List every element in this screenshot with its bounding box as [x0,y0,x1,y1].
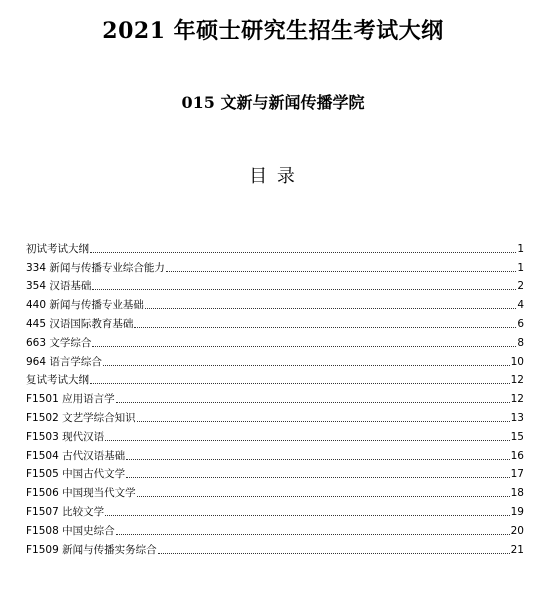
toc-entry[interactable] [26,519,524,538]
toc-dot-leader [126,477,510,478]
toc-entry[interactable] [26,275,524,294]
toc-entry-page: 18 [510,487,524,500]
toc-entry-label: F1505 中国古代文学 [26,468,126,481]
toc-entry-label: F1501 应用语言学 [26,393,115,406]
toc-entry-page: 12 [510,374,524,387]
toc-entry[interactable] [26,350,524,369]
toc-entry-label: F1508 中国史综合 [26,524,115,537]
toc-dot-leader [105,515,510,516]
toc-entry-page: 21 [510,543,524,556]
toc-entry[interactable] [26,538,524,557]
toc-entry-page: 10 [510,355,524,368]
toc-entry-page: 16 [510,449,524,462]
toc-entry[interactable] [26,312,524,331]
toc-entry-label: 初试考试大纲 [26,242,89,255]
toc-entry-page: 2 [517,280,524,293]
toc-entry-label: 445 汉语国际教育基础 [26,317,134,330]
toc-dot-leader [90,383,510,384]
toc-entry-label: 334 新闻与传播专业综合能力 [26,261,165,274]
toc-entry-label: F1507 比较文学 [26,505,105,518]
toc-entry[interactable] [26,444,524,463]
toc-entry-page: 17 [510,468,524,481]
toc-entry-page: 1 [517,242,524,255]
toc-dot-leader [137,421,510,422]
toc-entry[interactable] [26,500,524,519]
toc-dot-leader [92,289,516,290]
toc-dot-leader [116,534,510,535]
toc-entry[interactable] [26,237,524,256]
toc-entry[interactable] [26,369,524,388]
toc-dot-leader [116,402,510,403]
toc-entry-label: F1502 文艺学综合知识 [26,411,136,424]
toc-dot-leader [90,252,516,253]
toc-entry[interactable] [26,293,524,312]
toc-dot-leader [158,553,510,554]
toc-entry-page: 15 [510,430,524,443]
toc-heading: 目 录 [249,166,297,187]
toc-dot-leader [137,496,510,497]
document-title: 2021 年硕士研究生招生考试大纲 [102,18,444,44]
toc-entry-page: 6 [517,317,524,330]
toc-dot-leader [145,308,516,309]
toc-dot-leader [103,365,510,366]
toc-dot-leader [105,440,510,441]
toc-entry[interactable] [26,256,524,275]
toc-entry[interactable] [26,387,524,406]
toc-entry-label: 440 新闻与传播专业基础 [26,299,144,312]
toc-dot-leader [92,346,516,347]
toc-entry-page: 19 [510,505,524,518]
toc-entry-label: 354 汉语基础 [26,280,92,293]
toc-entry[interactable] [26,425,524,444]
toc-dot-leader [166,271,516,272]
toc-entry-page: 13 [510,411,524,424]
toc-entry-label: 663 文学综合 [26,336,92,349]
toc-dot-leader [134,327,516,328]
toc-entry-label: F1503 现代汉语 [26,430,105,443]
toc-entry[interactable] [26,481,524,500]
toc-entry-label: F1504 古代汉语基础 [26,449,126,462]
toc-entry-label: 964 语言学综合 [26,355,102,368]
toc-entry-page: 20 [510,524,524,537]
toc-entry-page: 4 [517,299,524,312]
toc-entry-page: 1 [517,261,524,274]
table-of-contents [26,237,524,557]
toc-entry-label: F1506 中国现当代文学 [26,487,136,500]
toc-entry-page: 12 [510,393,524,406]
toc-entry[interactable] [26,463,524,482]
toc-entry[interactable] [26,406,524,425]
toc-entry-page: 8 [517,336,524,349]
toc-entry-label: F1509 新闻与传播实务综合 [26,543,157,556]
toc-dot-leader [126,459,510,460]
toc-entry-label: 复试考试大纲 [26,374,89,387]
toc-entry[interactable] [26,331,524,350]
document-subtitle: 015 文新与新闻传播学院 [181,93,365,112]
